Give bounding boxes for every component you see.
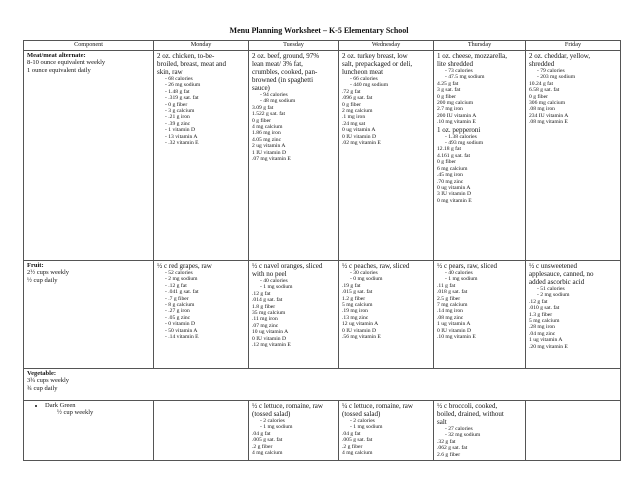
nutrient: - .21 g iron <box>165 114 190 121</box>
nutrient: .72 g fat <box>342 88 361 95</box>
nutrient: - 3 g calcium <box>165 108 195 115</box>
food-name: ½ c unsweetened <box>529 262 578 270</box>
food-name: 2 oz. cheddar, yellow, <box>529 52 591 60</box>
nutrient: - 1 mg sodium <box>350 424 383 431</box>
nutrient: 1.8 g fiber <box>252 303 276 310</box>
nutrient: .11 g fat <box>437 282 456 289</box>
nutrient: 3.09 g fat <box>252 104 274 111</box>
nutrient: - 440 mg sodium <box>350 82 389 89</box>
cell-fruit-component <box>24 261 154 369</box>
nutrient: .015 g sat. fat <box>342 289 373 296</box>
nutrient: 5 mg calcium <box>529 318 560 325</box>
nutrient: .19 g fat <box>342 282 361 289</box>
cell-fruit-tuesday <box>249 261 339 369</box>
food-name: salt, prepackaged or deli, <box>342 60 413 68</box>
nutrient: 4.161 g sat. fat <box>437 152 471 159</box>
food-name: shredded <box>529 60 555 68</box>
food-name: 1 oz. pepperoni <box>437 125 481 134</box>
nutrient: 1.86 mg iron <box>252 130 281 137</box>
nutrient: - 48 mg sodium <box>260 98 296 105</box>
nutrient: - 26 mg sodium <box>165 82 201 89</box>
nutrient: 1.2 g fiber <box>342 295 366 302</box>
nutrient: 10.24 g fat <box>529 80 554 87</box>
nutrient: 4 mg calcium <box>252 124 283 131</box>
nutrient: 0 g fiber <box>437 159 456 166</box>
col-header-component: Component <box>24 41 154 51</box>
nutrient: .096 g sat. fat <box>342 95 373 102</box>
food-name: ½ c peaches, raw, sliced <box>342 262 410 270</box>
nutrient: .04 g fat <box>252 430 271 437</box>
nutrient: 0 g fiber <box>529 93 548 100</box>
nutrient: - 13 vitamin A <box>165 133 198 140</box>
darkgreen-sub: ½ cup weekly <box>57 409 94 417</box>
nutrient: 0 ug vitamin A <box>437 184 471 191</box>
col-header-wednesday: Wednesday <box>339 41 434 51</box>
nutrient: .12 mg vitamin E <box>252 342 291 349</box>
food-name: 2 oz. beef, ground, 97% <box>252 52 320 60</box>
nutrient: .12 g fat <box>252 290 271 297</box>
nutrient: 12 ug vitamin A <box>342 321 379 328</box>
food-name: ¼ c lettuce, romaine, raw <box>342 402 413 410</box>
food-name: ½ c navel oranges, sliced <box>252 262 323 270</box>
nutrient: .45 mg iron <box>437 172 463 179</box>
nutrient: - 8 g calcium <box>165 302 195 309</box>
nutrient: .005 g sat. fat <box>342 437 373 444</box>
nutrient: .018 g sat. fat <box>437 289 468 296</box>
nutrient: - 50 vitamin A <box>165 327 198 334</box>
nutrient: 2.7 mg iron <box>437 106 463 113</box>
nutrient: 1.522 g sat. fat <box>252 111 286 118</box>
nutrient: .14 mg iron <box>437 308 463 315</box>
nutrient: - 32 mg sodium <box>445 432 481 439</box>
nutrient: - .319 g sat. fat <box>165 95 199 102</box>
nutrient: .08 mg iron <box>529 106 555 113</box>
nutrient: .20 mg vitamin E <box>529 343 568 350</box>
food-name: ½ c red grapes, raw <box>157 262 212 270</box>
nutrient: - 0 vitamin D <box>165 321 195 328</box>
nutrient: - 27 calories <box>445 426 473 432</box>
darkgreen-label: • Dark Green <box>45 402 150 409</box>
nutrient: - 68 calories <box>165 76 193 82</box>
nutrient: .24 mg sat <box>342 120 366 127</box>
food-name: (tossed salad) <box>252 410 291 418</box>
nutrient: .2 g fiber <box>252 443 273 450</box>
nutrient: 2.5 g fiber <box>437 295 461 302</box>
nutrient: - 2 calories <box>350 418 375 424</box>
nutrient: 0 mg vitamin E <box>437 197 472 204</box>
nutrient: - 2 calories <box>260 418 285 424</box>
nutrient: 12.18 g fat <box>437 146 462 153</box>
food-name: 2 oz. turkey breast, low <box>342 52 408 60</box>
cell-darkgreen-wednesday <box>339 401 434 461</box>
menu-table <box>23 40 621 461</box>
nutrient: - .05 g zinc <box>165 314 191 321</box>
nutrient: 0 IU vitamin D <box>342 327 377 334</box>
nutrient: .70 mg zinc <box>437 178 464 185</box>
cell-meat-monday <box>154 51 249 261</box>
food-name: (tossed salad) <box>342 410 381 418</box>
cell-darkgreen-tuesday <box>249 401 339 461</box>
nutrient: - 1.48 g fat <box>165 88 190 95</box>
col-header-monday: Monday <box>154 41 249 51</box>
nutrient: 10 ug vitamin A <box>252 329 289 336</box>
cell-darkgreen-friday <box>526 401 621 461</box>
nutrient: - 1 mg sodium <box>260 284 293 291</box>
nutrient: - 40 calories <box>260 278 288 284</box>
nutrient: .2 g fiber <box>342 443 363 450</box>
nutrient: .56 mg vitamin E <box>342 334 381 341</box>
nutrient: 4 mg calcium <box>252 450 283 457</box>
nutrient: - 1 mg sodium <box>260 424 293 431</box>
nutrient: .062 g sat. fat <box>437 445 468 452</box>
nutrient: - .32 vitamin E <box>165 140 199 147</box>
food-name: boiled, drained, without <box>437 410 504 418</box>
nutrient: .04 g fat <box>342 430 361 437</box>
nutrient: 1 ug vitamin A <box>529 337 563 344</box>
nutrient: - 66 calories <box>350 76 378 82</box>
nutrient: 3 IU vitamin D <box>437 191 472 198</box>
nutrient: - .7 g fiber <box>165 295 189 302</box>
nutrient: .28 mg iron <box>529 324 555 331</box>
header-row <box>24 41 621 51</box>
cell-fruit-monday <box>154 261 249 369</box>
nutrient: .08 mg vitamin E <box>529 119 568 126</box>
nutrient: 0 g fiber <box>252 117 271 124</box>
cell-meat-component <box>24 51 154 261</box>
nutrient: 6 mg calcium <box>437 165 468 172</box>
nutrient: 1 ug vitamin A <box>437 321 471 328</box>
nutrient: - 73 calories <box>445 68 473 74</box>
nutrient: .014 g sat. fat <box>252 297 283 304</box>
nutrient: 0 IU vitamin D <box>252 335 287 342</box>
nutrient: 0 IU vitamin D <box>342 133 377 140</box>
food-name: skin, raw <box>157 68 183 76</box>
nutrient: - .39 g zinc <box>165 120 191 127</box>
nutrient: - 493 mg sodium <box>445 140 484 147</box>
nutrient: - 51 calories <box>537 286 565 292</box>
food-name: 1 oz. cheese, mozzarella, <box>437 52 507 60</box>
nutrient: 0 IU vitamin D <box>437 327 472 334</box>
row-fruit <box>24 261 621 369</box>
nutrient: 0 g fiber <box>342 101 361 108</box>
nutrient: .07 mg zinc <box>252 322 279 329</box>
nutrient: 7 mg calcium <box>437 302 468 309</box>
nutrient: .19 mg iron <box>342 308 368 315</box>
nutrient: - 52 calories <box>165 270 193 276</box>
nutrient: .010 g sat. fat <box>529 305 560 312</box>
nutrient: 2 ug vitamin A <box>252 143 286 150</box>
fruit-line: 2½ cups weekly <box>27 269 70 277</box>
nutrient: - .041 g sat. fat <box>165 289 199 296</box>
nutrient: 200 mg calcium <box>437 100 474 107</box>
nutrient: 4 mg calcium <box>342 450 373 457</box>
food-name: with no peel <box>252 270 287 278</box>
nutrient: 6.58 g sat. fat <box>529 87 560 94</box>
vegetable-line: ¾ cup daily <box>27 384 58 392</box>
nutrient: .12 g fat <box>529 298 548 305</box>
nutrient: .10 mg vitamin E <box>437 119 476 126</box>
nutrient: 1 IU vitamin D <box>252 149 287 156</box>
cell-meat-tuesday <box>249 51 339 261</box>
nutrient: - 2 mg sodium <box>537 292 570 299</box>
nutrient: 306 mg calcium <box>529 100 566 107</box>
nutrient: - 40 calories <box>445 270 473 276</box>
row-darkgreen <box>24 401 621 461</box>
row-meat <box>24 51 621 261</box>
vegetable-label: Vegetable: <box>27 370 57 377</box>
nutrient: 4.05 mg zinc <box>252 136 282 143</box>
nutrient: 3 g sat. fat <box>437 87 461 94</box>
food-name: luncheon meat <box>342 68 384 76</box>
nutrient: 5 mg calcium <box>342 302 373 309</box>
food-name: crumbles, cooked, pan- <box>252 68 318 76</box>
nutrient: 2.6 g fiber <box>437 451 461 458</box>
nutrient: 200 IU vitamin A <box>437 112 477 119</box>
nutrient: .02 mg vitamin E <box>342 140 381 147</box>
nutrient: .10 mg vitamin E <box>437 334 476 341</box>
darkgreen-list <box>27 402 150 409</box>
nutrient: 4.25 g fat <box>437 80 459 87</box>
meat-line: 8-10 ounce equivalent weekly <box>27 59 106 67</box>
nutrient: - 30 calories <box>350 270 378 276</box>
nutrient: - 47.5 mg sodium <box>445 74 485 81</box>
fruit-line: ½ cup daily <box>27 276 58 284</box>
nutrient: .32 g fat <box>437 438 456 445</box>
nutrient: 0 ug vitamin A <box>342 127 376 134</box>
nutrient: 1.3 g fiber <box>529 311 553 318</box>
food-name: browned (in spaghetti <box>252 76 314 84</box>
cell-meat-wednesday <box>339 51 434 261</box>
nutrient: .08 mg zinc <box>437 314 464 321</box>
nutrient: - .12 g fat <box>165 282 187 289</box>
nutrient: .005 g sat. fat <box>252 437 283 444</box>
nutrient: .04 mg zinc <box>529 330 556 337</box>
nutrient: 2 mg calcium <box>342 108 373 115</box>
vegetable-line: 3¾ cups weekly <box>27 377 70 385</box>
meat-line: 1 ounce equivalent daily <box>27 66 91 74</box>
nutrient: - 1 mg sodium <box>445 276 478 283</box>
food-name: salt <box>437 418 447 426</box>
cell-fruit-thursday <box>434 261 526 369</box>
food-name: lean meat/ 3% fat, <box>252 60 303 68</box>
nutrient: - 0 mg sodium <box>350 276 383 283</box>
food-name: applesauce, canned, no <box>529 270 594 278</box>
cell-darkgreen-thursday <box>434 401 526 461</box>
nutrient: - 2 mg sodium <box>165 276 198 283</box>
nutrient: - 1 vitamin D <box>165 127 195 134</box>
food-name: ½ c pears, raw, sliced <box>437 262 497 270</box>
meat-label: Meat/meat alternate: <box>27 52 86 59</box>
nutrient: 234 IU vitamin A <box>529 112 569 119</box>
cell-fruit-friday <box>526 261 621 369</box>
nutrient: 35 mg calcium <box>252 310 286 317</box>
fruit-label: Fruit: <box>27 262 44 269</box>
cell-darkgreen-component <box>24 401 154 461</box>
food-name: lite shredded <box>437 60 473 68</box>
nutrient: .07 mg vitamin E <box>252 156 291 163</box>
food-name: 2 oz. chicken, to-be- <box>157 52 215 60</box>
food-name: added ascorbic acid <box>529 278 585 286</box>
nutrient: - 1.38 calories <box>445 133 477 140</box>
nutrient: .1 mg iron <box>342 114 366 121</box>
cell-darkgreen-monday <box>154 401 249 461</box>
nutrient: .11 mg iron <box>252 316 278 323</box>
food-name: broiled, breast, meat and <box>157 60 227 68</box>
nutrient: - 94 calories <box>260 92 288 98</box>
nutrient: - 0 g fiber <box>165 101 188 108</box>
page-title: Menu Planning Worksheet – K-5 Elementary School <box>229 26 409 35</box>
nutrient: - 203 mg sodium <box>537 74 576 81</box>
cell-meat-friday <box>526 51 621 261</box>
food-name: sauce) <box>252 84 270 92</box>
nutrient: - .27 g iron <box>165 308 190 315</box>
nutrient: 0 g fiber <box>437 93 456 100</box>
row-vegetable <box>24 369 621 401</box>
col-header-thursday: Thursday <box>434 41 526 51</box>
col-header-friday: Friday <box>526 41 621 51</box>
cell-vegetable-component <box>24 369 621 401</box>
nutrient: - .14 vitamin E <box>165 334 199 341</box>
cell-fruit-wednesday <box>339 261 434 369</box>
col-header-tuesday: Tuesday <box>249 41 339 51</box>
food-name: ½ c lettuce, romaine, raw <box>252 402 323 410</box>
nutrient: - 79 calories <box>537 68 565 74</box>
cell-meat-thursday <box>434 51 526 261</box>
nutrient: .13 mg zinc <box>342 314 369 321</box>
food-name: ½ c broccoli, cooked, <box>437 402 498 410</box>
